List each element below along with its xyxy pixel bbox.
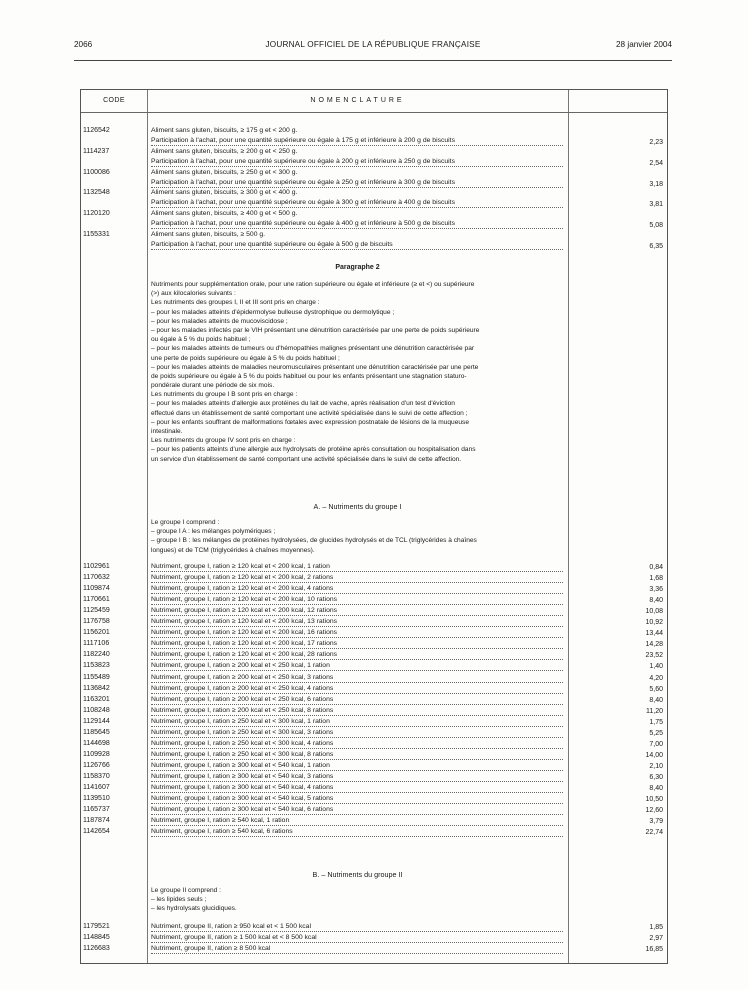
- row-code: 1155489: [83, 673, 110, 681]
- paragraph-line: Les nutriments du groupe IV sont pris en charge :: [151, 437, 296, 445]
- row-code: 1144698: [83, 739, 110, 747]
- row-label: Aliment sans gluten, biscuits, ≥ 250 g et < 300 g.: [151, 168, 298, 176]
- row-price: 7,00: [649, 740, 663, 748]
- row-label: Nutriment, groupe II, ration ≥ 8 500 kcal: [151, 944, 563, 954]
- table-row: [151, 650, 563, 660]
- row-label: Aliment sans gluten, biscuits, ≥ 500 g.: [151, 231, 266, 238]
- table-row: [151, 606, 563, 616]
- journal-title: JOURNAL OFFICIEL DE LA RÉPUBLIQUE FRANÇAISE: [265, 40, 481, 49]
- row-price: 6,30: [649, 773, 663, 781]
- row-label: Aliment sans gluten, biscuits, ≥ 200 g et < 250 g.: [151, 147, 298, 155]
- row-code: 1126766: [83, 761, 110, 769]
- row-price: 3,81: [649, 201, 663, 209]
- table-row: [151, 595, 563, 605]
- row-label: Nutriment, groupe I, ration ≥ 540 kcal, 6 rations: [151, 827, 563, 837]
- intro-line: – groupe I A : les mélanges polymériques ;: [151, 528, 276, 536]
- running-header: [74, 40, 672, 54]
- paragraph-line: Nutriments pour supplémentation orale, pour une ration supérieure ou égale et inférieure (≥ et <) ou supérieure: [151, 281, 475, 288]
- row-code: 1114237: [83, 147, 110, 155]
- table-row: [151, 695, 563, 705]
- paragraph-line: un service d'un établissement de santé comportant une activité spécialisée dans le suivi de cette affection.: [151, 455, 462, 463]
- section-b-title: B. – Nutriments du groupe II: [312, 870, 403, 879]
- row-price: 2,54: [649, 159, 663, 167]
- gluten-row: [151, 230, 563, 250]
- row-label: Nutriment, groupe I, ration ≥ 200 kcal et < 250 kcal, 1 ration: [151, 661, 563, 671]
- table-row: [151, 805, 563, 815]
- row-label: Nutriment, groupe I, ration ≥ 120 kcal et < 200 kcal, 4 rations: [151, 584, 563, 594]
- row-price: 3,79: [649, 818, 663, 826]
- row-label: Nutriment, groupe I, ration ≥ 200 kcal et < 250 kcal, 8 rations: [151, 706, 563, 716]
- row-code: 1158370: [83, 772, 110, 780]
- table-row: [151, 816, 563, 826]
- table-row: [151, 827, 563, 837]
- row-price: 22,74: [645, 829, 663, 837]
- paragraph-line: – pour les malades infectés par le VIH présentant une dénutrition caractérisée par une perte de poids supérieure: [151, 326, 480, 334]
- row-price: 5,25: [649, 729, 663, 737]
- row-label: Nutriment, groupe II, ration ≥ 1 500 kcal et < 8 500 kcal: [151, 933, 563, 943]
- row-code: 1170632: [83, 574, 110, 582]
- nomenclature-column-header: NOMENCLATURE: [310, 97, 405, 104]
- paragraph-line: de poids supérieure ou égale à 5 % du poids habituel ou pour les enfants présentant une stagnation staturo-: [151, 372, 467, 380]
- paragraph-line: – pour les malades atteints de maladies neuromusculaires présentant une dénutrition caractérisée par une perte: [151, 363, 479, 371]
- row-label: Nutriment, groupe I, ration ≥ 250 kcal et < 300 kcal, 3 rations: [151, 728, 563, 738]
- price-column-divider: [568, 90, 569, 963]
- row-code: 1139510: [83, 795, 110, 803]
- row-price: 6,35: [649, 243, 663, 250]
- table-row: [151, 728, 563, 738]
- gluten-row: [151, 126, 563, 146]
- row-price: 13,44: [645, 630, 663, 638]
- row-price: 11,20: [646, 707, 663, 715]
- row-code: 1153823: [83, 662, 110, 670]
- paragraph-line: pondérale durant une période de six mois.: [151, 382, 275, 390]
- intro-line: – les hydrolysats glucidiques.: [151, 905, 237, 913]
- table-row: [151, 661, 563, 671]
- row-label: Nutriment, groupe I, ration ≥ 200 kcal et < 250 kcal, 3 rations: [151, 673, 563, 683]
- row-participation-label: Participation à l'achat, pour une quantité supérieure ou égale à 400 g et inférieure à 500 g de biscuits: [151, 219, 563, 229]
- table-row: [151, 761, 563, 771]
- table-row: [151, 584, 563, 594]
- intro-line: Le groupe II comprend :: [151, 887, 222, 894]
- row-price: 16,85: [645, 946, 663, 953]
- paragraph-line: – pour les malades atteints d'épidermolyse bulleuse dystrophique ou dermolytique ;: [151, 308, 395, 316]
- row-code: 1170661: [83, 596, 110, 604]
- intro-line: longues) et de TCM (triglycérides à chaînes moyennes).: [151, 546, 315, 554]
- section-b-intro: [151, 886, 563, 914]
- row-price: 10,92: [645, 619, 663, 627]
- table-row: [151, 639, 563, 649]
- row-price: 3,36: [649, 586, 663, 594]
- row-code: 1176758: [83, 618, 110, 626]
- row-price: 8,40: [649, 785, 663, 792]
- row-label: Nutriment, groupe I, ration ≥ 250 kcal et < 300 kcal, 8 rations: [151, 750, 563, 760]
- section-a-intro: [151, 518, 563, 555]
- row-participation-label: Participation à l'achat, pour une quantité supérieure ou égale à 200 g et inférieure à 250 g de biscuits: [151, 157, 563, 167]
- row-label: Nutriment, groupe I, ration ≥ 300 kcal et < 540 kcal, 4 rations: [151, 783, 563, 793]
- row-label: Nutriment, groupe I, ration ≥ 120 kcal et < 200 kcal, 13 rations: [151, 617, 563, 627]
- row-participation-label: Participation à l'achat, pour une quantité supérieure ou égale à 175 g et inférieure à 200 g de biscuits: [151, 136, 563, 146]
- row-price: 8,40: [649, 696, 663, 704]
- paragraph-line: Les nutriments des groupes I, II et III sont pris en charge :: [151, 299, 320, 307]
- row-label: Nutriment, groupe I, ration ≥ 120 kcal et < 200 kcal, 12 rations: [151, 606, 563, 616]
- paragraph-line: ou égale à 5 % du poids habituel ;: [151, 336, 251, 344]
- row-price: 1,40: [649, 663, 663, 671]
- table-row: [151, 772, 563, 782]
- row-label: Nutriment, groupe I, ration ≥ 250 kcal et < 300 kcal, 1 ration: [151, 717, 563, 727]
- row-label: Aliment sans gluten, biscuits, ≥ 175 g et < 200 g.: [151, 127, 298, 134]
- intro-line: Le groupe I comprend :: [151, 519, 220, 526]
- row-code: 1120120: [83, 210, 110, 218]
- table-row: [151, 562, 563, 572]
- row-code: 1141607: [83, 784, 110, 791]
- row-label: Nutriment, groupe I, ration ≥ 300 kcal et < 540 kcal, 3 rations: [151, 772, 563, 782]
- row-price: 8,40: [649, 597, 663, 605]
- table-row: [151, 739, 563, 749]
- row-label: Nutriment, groupe I, ration ≥ 300 kcal et < 540 kcal, 6 rations: [151, 805, 563, 815]
- paragraph-text: [151, 280, 563, 464]
- table-row: [151, 673, 563, 683]
- row-code: 1126542: [83, 127, 110, 134]
- row-code: 1108248: [83, 706, 110, 714]
- row-code: 1109928: [83, 750, 110, 758]
- row-price: 12,60: [645, 807, 663, 815]
- table-row: [151, 933, 563, 943]
- row-code: 1187874: [83, 817, 110, 825]
- table-header-rule: [81, 112, 667, 113]
- row-price: 3,18: [649, 180, 663, 188]
- code-column-divider: [147, 90, 148, 963]
- row-price: 14,00: [645, 751, 663, 759]
- row-price: 1,75: [649, 718, 663, 726]
- table-row: [151, 706, 563, 716]
- row-price: 4,20: [649, 674, 663, 682]
- row-label: Nutriment, groupe I, ration ≥ 120 kcal et < 200 kcal, 17 rations: [151, 639, 563, 649]
- row-code: 1117106: [83, 640, 110, 648]
- paragraph-title: Paragraphe 2: [335, 264, 380, 271]
- table-row: [151, 573, 563, 583]
- row-code: 1125459: [83, 607, 110, 615]
- page-number: 2066: [74, 40, 93, 49]
- row-code: 1163201: [83, 695, 110, 703]
- paragraph-line: – pour les malades atteints de tumeurs ou d'hémopathies malignes présentant une dénutrition caractérisée par: [151, 345, 475, 353]
- row-code: 1136842: [83, 684, 110, 692]
- paragraph-line: – pour les malades atteints d'allergie aux protéines du lait de vache, après réalisation d'un test d'éviction: [151, 400, 455, 408]
- row-code: 1132548: [83, 189, 110, 197]
- row-code: 1126683: [83, 945, 110, 952]
- row-code: 1100086: [83, 168, 110, 176]
- row-price: 10,50: [645, 796, 663, 804]
- row-code: 1185645: [83, 728, 110, 736]
- row-label: Nutriment, groupe I, ration ≥ 120 kcal et < 200 kcal, 1 ration: [151, 562, 563, 572]
- intro-line: – les lipides seuls ;: [151, 896, 207, 904]
- row-label: Aliment sans gluten, biscuits, ≥ 300 g et < 400 g.: [151, 189, 298, 197]
- row-price: 14,28: [645, 641, 663, 649]
- section-a-title: A. – Nutriments du groupe I: [313, 502, 402, 511]
- row-price: 23,52: [645, 652, 663, 660]
- row-code: 1179521: [83, 923, 110, 930]
- table-row: [151, 783, 563, 793]
- row-price: 2,23: [649, 139, 663, 146]
- gluten-row: [151, 147, 563, 167]
- row-price: 10,08: [645, 608, 663, 616]
- paragraph-line: – pour les enfants souffrant de malformations fœtales avec expression postnatale de lésions de la muqueuse: [151, 418, 470, 426]
- row-price: 0,84: [649, 564, 663, 571]
- row-code: 1129144: [83, 717, 110, 725]
- row-price: 1,85: [649, 924, 663, 931]
- row-label: Nutriment, groupe I, ration ≥ 200 kcal et < 250 kcal, 6 rations: [151, 695, 563, 705]
- row-label: Nutriment, groupe II, ration ≥ 950 kcal et < 1 500 kcal: [151, 922, 563, 932]
- gluten-row: [151, 188, 563, 208]
- row-label: Nutriment, groupe I, ration ≥ 120 kcal et < 200 kcal, 10 rations: [151, 595, 563, 605]
- gluten-row: [151, 168, 563, 188]
- paragraph-line: Les nutriments du groupe I B sont pris en charge :: [151, 391, 298, 399]
- row-label: Nutriment, groupe I, ration ≥ 120 kcal et < 200 kcal, 16 rations: [151, 628, 563, 638]
- row-label: Nutriment, groupe I, ration ≥ 540 kcal, 1 ration: [151, 816, 563, 826]
- row-code: 1102961: [83, 563, 110, 570]
- row-label: Nutriment, groupe I, ration ≥ 200 kcal et < 250 kcal, 4 rations: [151, 684, 563, 694]
- table-row: [151, 922, 563, 932]
- header-rule: [74, 60, 672, 61]
- paragraph-line: une perte de poids supérieure ou égale à 5 % du poids habituel ;: [151, 354, 340, 362]
- row-code: 1155331: [83, 231, 110, 238]
- table-row: [151, 617, 563, 627]
- row-label: Nutriment, groupe I, ration ≥ 120 kcal et < 200 kcal, 28 rations: [151, 650, 563, 660]
- paragraph-line: intestinale.: [151, 428, 183, 435]
- table-row: [151, 750, 563, 760]
- row-price: 1,68: [649, 575, 663, 583]
- row-code: 1148845: [83, 934, 110, 941]
- paragraph-line: – pour les malades atteints de mucoviscidose ;: [151, 317, 288, 325]
- row-label: Aliment sans gluten, biscuits, ≥ 400 g et < 500 g.: [151, 210, 298, 218]
- paragraph-line: – pour les patients atteints d'une allergie aux hydrolysats de protéine après consultation ou hospitalisation dans: [151, 446, 476, 454]
- row-price: 2,10: [649, 762, 663, 770]
- row-participation-label: Participation à l'achat, pour une quantité supérieure ou égale à 500 g de biscuits: [151, 240, 563, 250]
- row-code: 1109874: [83, 585, 110, 593]
- table-row: [151, 944, 563, 954]
- nomenclature-table: [80, 89, 668, 964]
- row-label: Nutriment, groupe I, ration ≥ 300 kcal et < 540 kcal, 5 rations: [151, 794, 563, 804]
- row-price: 5,60: [649, 685, 663, 693]
- row-participation-label: Participation à l'achat, pour une quantité supérieure ou égale à 300 g et inférieure à 400 g de biscuits: [151, 198, 563, 208]
- paragraph-line: effectué dans un établissement de santé comportant une activité spécialisée dans le suivi de cette affection ;: [151, 409, 468, 417]
- row-label: Nutriment, groupe I, ration ≥ 250 kcal et < 300 kcal, 4 rations: [151, 739, 563, 749]
- row-code: 1165737: [83, 806, 110, 814]
- paragraph-line: (>) aux kilocalories suivants :: [151, 290, 236, 298]
- table-row: [151, 628, 563, 638]
- row-label: Nutriment, groupe I, ration ≥ 300 kcal et < 540 kcal, 1 ration: [151, 761, 563, 771]
- row-price: 2,97: [649, 935, 663, 942]
- row-code: 1156201: [83, 629, 110, 637]
- row-label: Nutriment, groupe I, ration ≥ 120 kcal et < 200 kcal, 2 rations: [151, 573, 563, 583]
- table-row: [151, 684, 563, 694]
- row-price: 5,08: [649, 222, 663, 230]
- row-participation-label: Participation à l'achat, pour une quantité supérieure ou égale à 250 g et inférieure à 300 g de biscuits: [151, 178, 563, 188]
- gluten-row: [151, 209, 563, 229]
- code-column-header: CODE: [103, 97, 125, 104]
- table-row: [151, 794, 563, 804]
- row-code: 1142654: [83, 828, 110, 836]
- intro-line: – groupe I B : les mélanges de protéines hydrolysées, de glucides hydrolysés et de TCL (triglycérides à chaînes: [151, 537, 477, 545]
- issue-date: 28 janvier 2004: [616, 40, 672, 49]
- row-code: 1182240: [83, 651, 110, 659]
- table-row: [151, 717, 563, 727]
